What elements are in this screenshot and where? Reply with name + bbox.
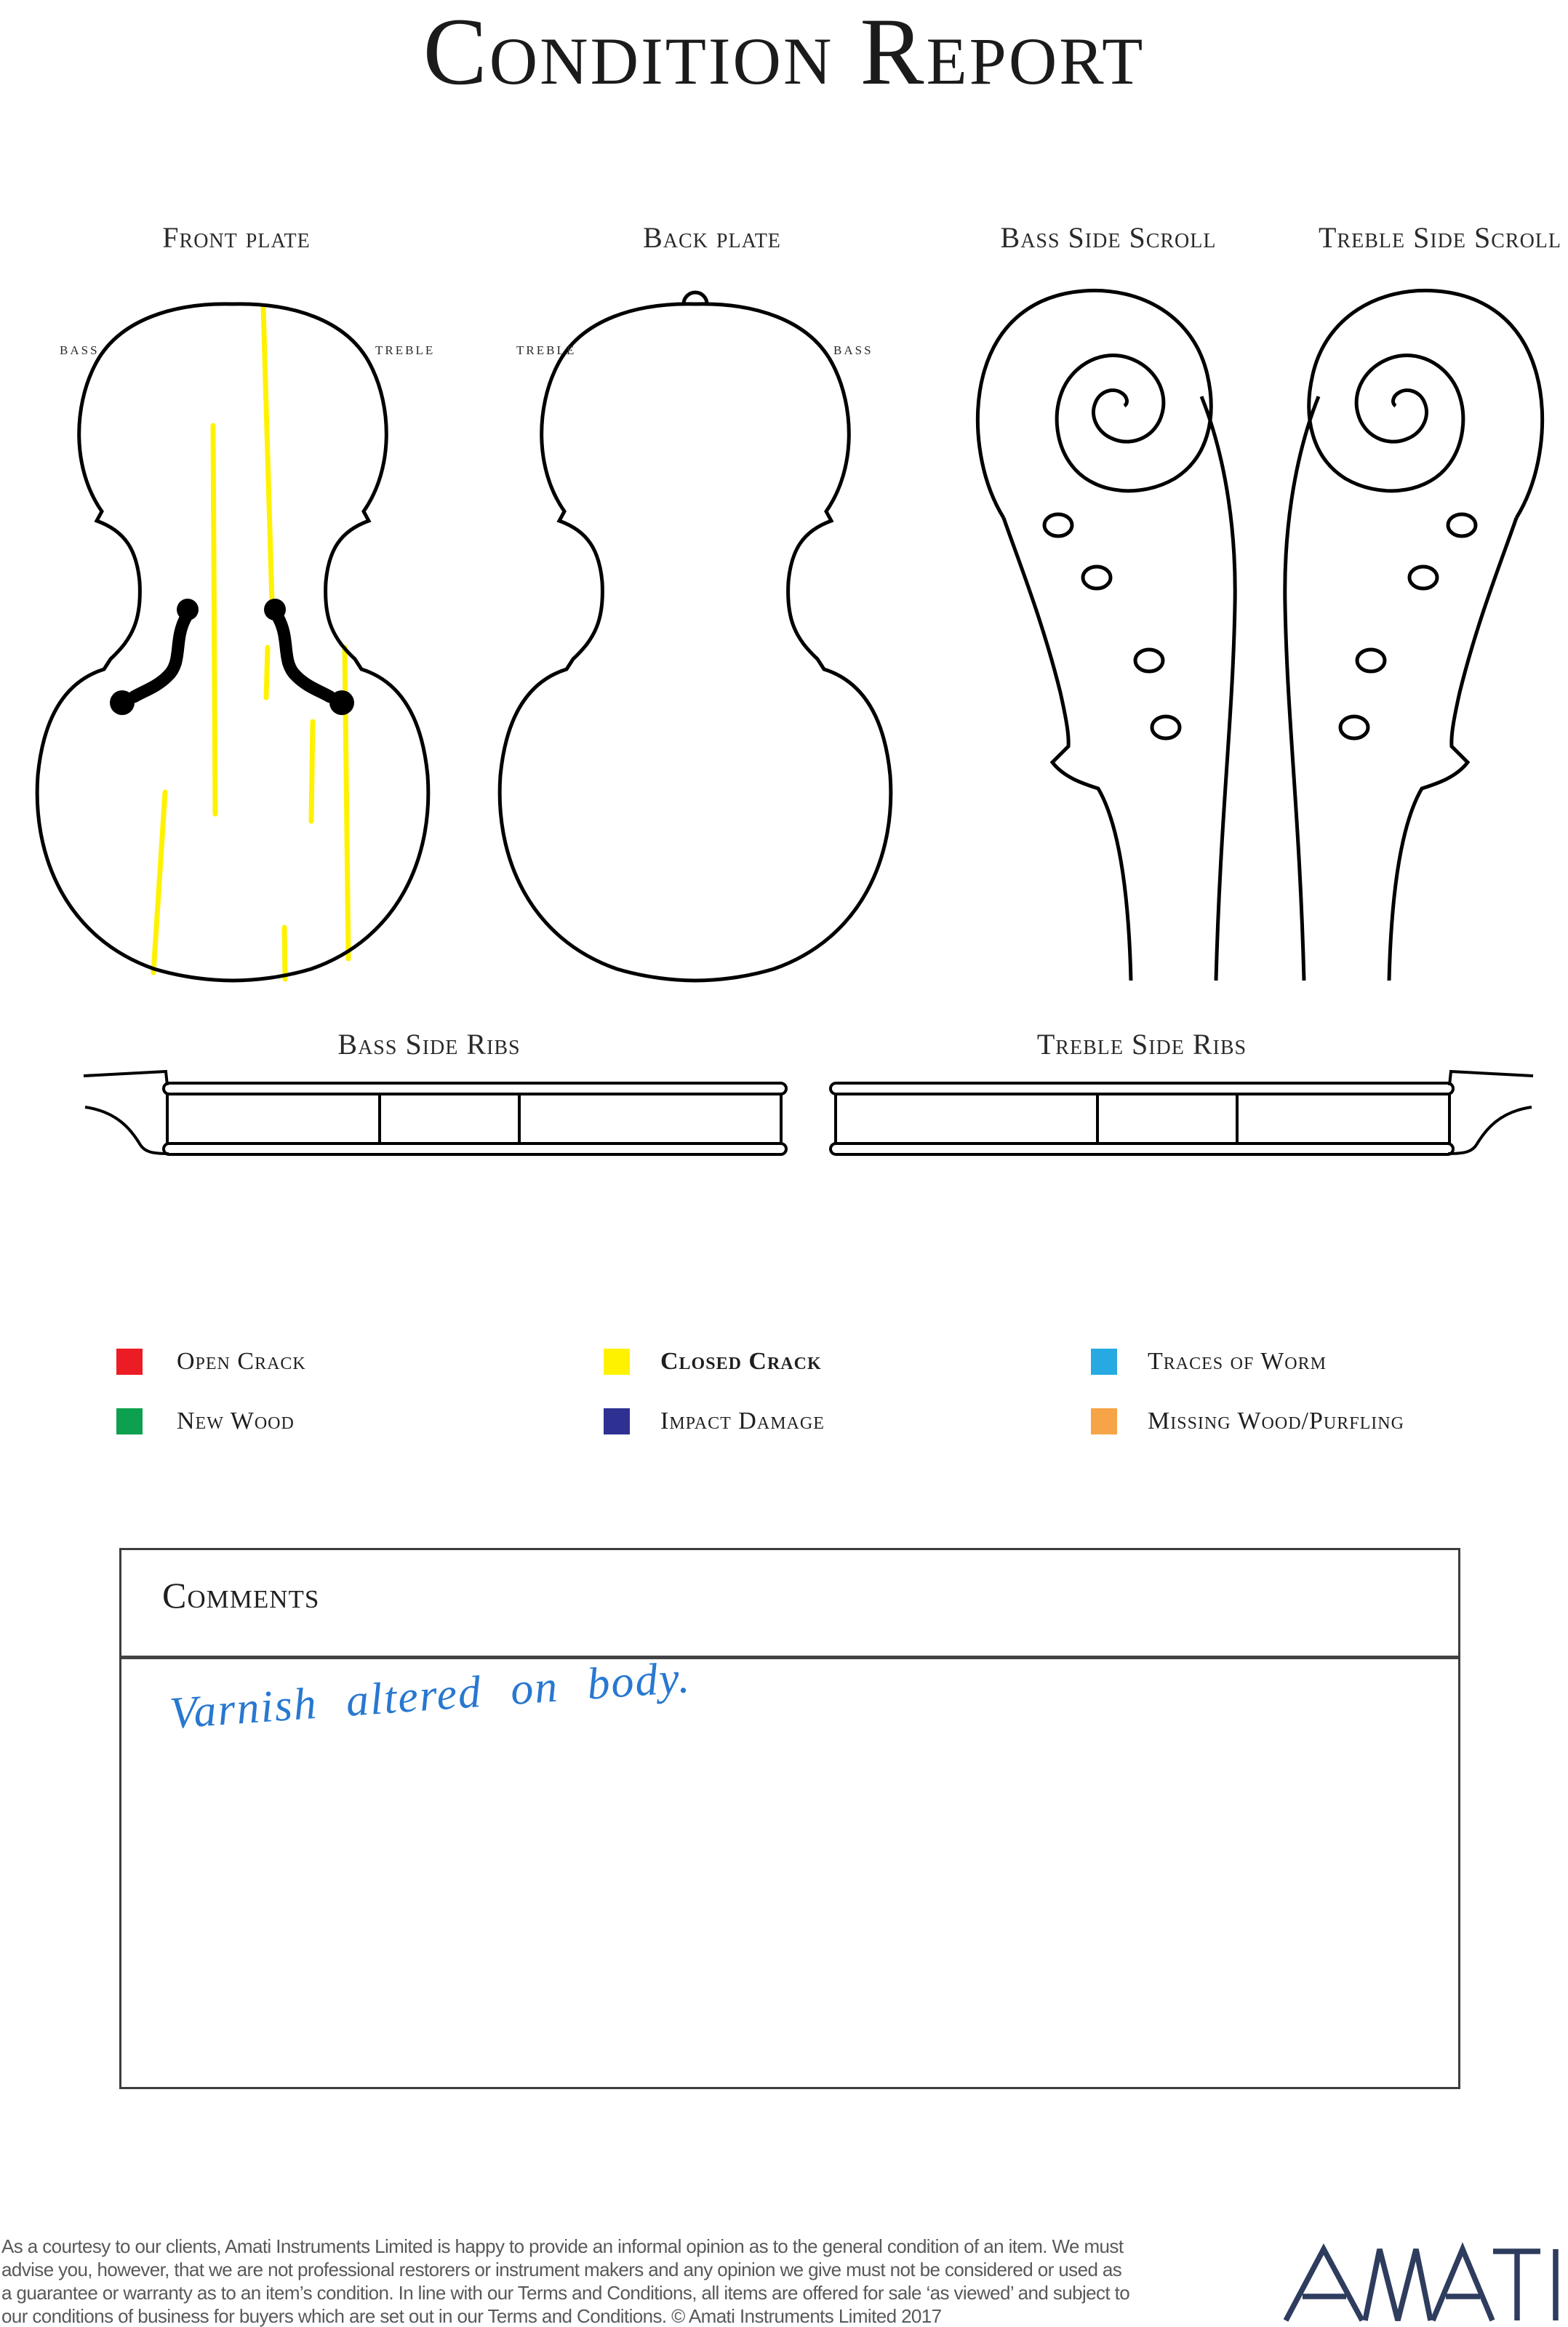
open-crack-label: Open Crack: [177, 1348, 306, 1375]
impact-damage-label: Impact Damage: [660, 1408, 825, 1434]
comments-title: Comments: [162, 1575, 320, 1616]
impact-damage-swatch: [604, 1408, 630, 1434]
footer-line-3: a guarantee or warranty as to an item’s condition. In line with our Terms and Conditions, all items are offered for sale ‘as viewed’ and subject to: [1, 2282, 1130, 2304]
back-plate-bass-label: bass: [833, 340, 873, 359]
new-wood-swatch: [116, 1408, 143, 1434]
footer-line-2: advise you, however, that we are not professional restorers or instrument makers and any opinion we give must not be considered or used as: [1, 2259, 1122, 2280]
f-holes: [110, 599, 354, 715]
traces-of-worm-label: Traces of Worm: [1148, 1348, 1327, 1375]
back-plate-heading: Back plate: [643, 221, 781, 254]
back-plate-treble-label: treble: [516, 340, 577, 359]
page-title: Condition Report: [423, 0, 1145, 105]
closed-crack-label: Closed Crack: [660, 1348, 822, 1375]
footer-line-4: our conditions of business for buyers which are set out in our Terms and Conditions. © Amati Instruments Limited 2017: [1, 2305, 942, 2327]
front-plate-bass-label: bass: [60, 340, 100, 359]
bass-scroll-heading: Bass Side Scroll: [1000, 221, 1217, 254]
bass-ribs-drawing: [84, 1071, 786, 1154]
front-plate-treble-label: treble: [375, 340, 436, 359]
bass-scroll-drawing: [977, 290, 1235, 981]
missing-wood-purfling-swatch: [1091, 1408, 1117, 1434]
treble-scroll-heading: Treble Side Scroll: [1318, 221, 1562, 254]
treble-ribs-heading: Treble Side Ribs: [1036, 1028, 1247, 1061]
front-plate-drawing: [37, 304, 428, 981]
treble-scroll-drawing: [1285, 290, 1543, 981]
front-plate-heading: Front plate: [162, 221, 311, 254]
treble-ribs-drawing: [831, 1071, 1533, 1154]
closed-crack-swatch: [604, 1349, 630, 1375]
missing-wood-purfling-label: Missing Wood/Purfling: [1148, 1408, 1404, 1434]
traces-of-worm-swatch: [1091, 1349, 1117, 1375]
back-plate-drawing: [500, 292, 891, 981]
footer-line-1: As a courtesy to our clients, Amati Instruments Limited is happy to provide an informal opinion as to the general condition of an item. We must: [1, 2235, 1124, 2257]
open-crack-swatch: [116, 1349, 143, 1375]
comments-box: [119, 1548, 1460, 2089]
new-wood-label: New Wood: [177, 1408, 295, 1434]
amati-logo: [1286, 2249, 1556, 2320]
handwritten-note: Varnish altered on body.: [168, 1652, 692, 1739]
comments-header: [121, 1550, 1458, 1659]
bass-ribs-heading: Bass Side Ribs: [337, 1028, 521, 1061]
